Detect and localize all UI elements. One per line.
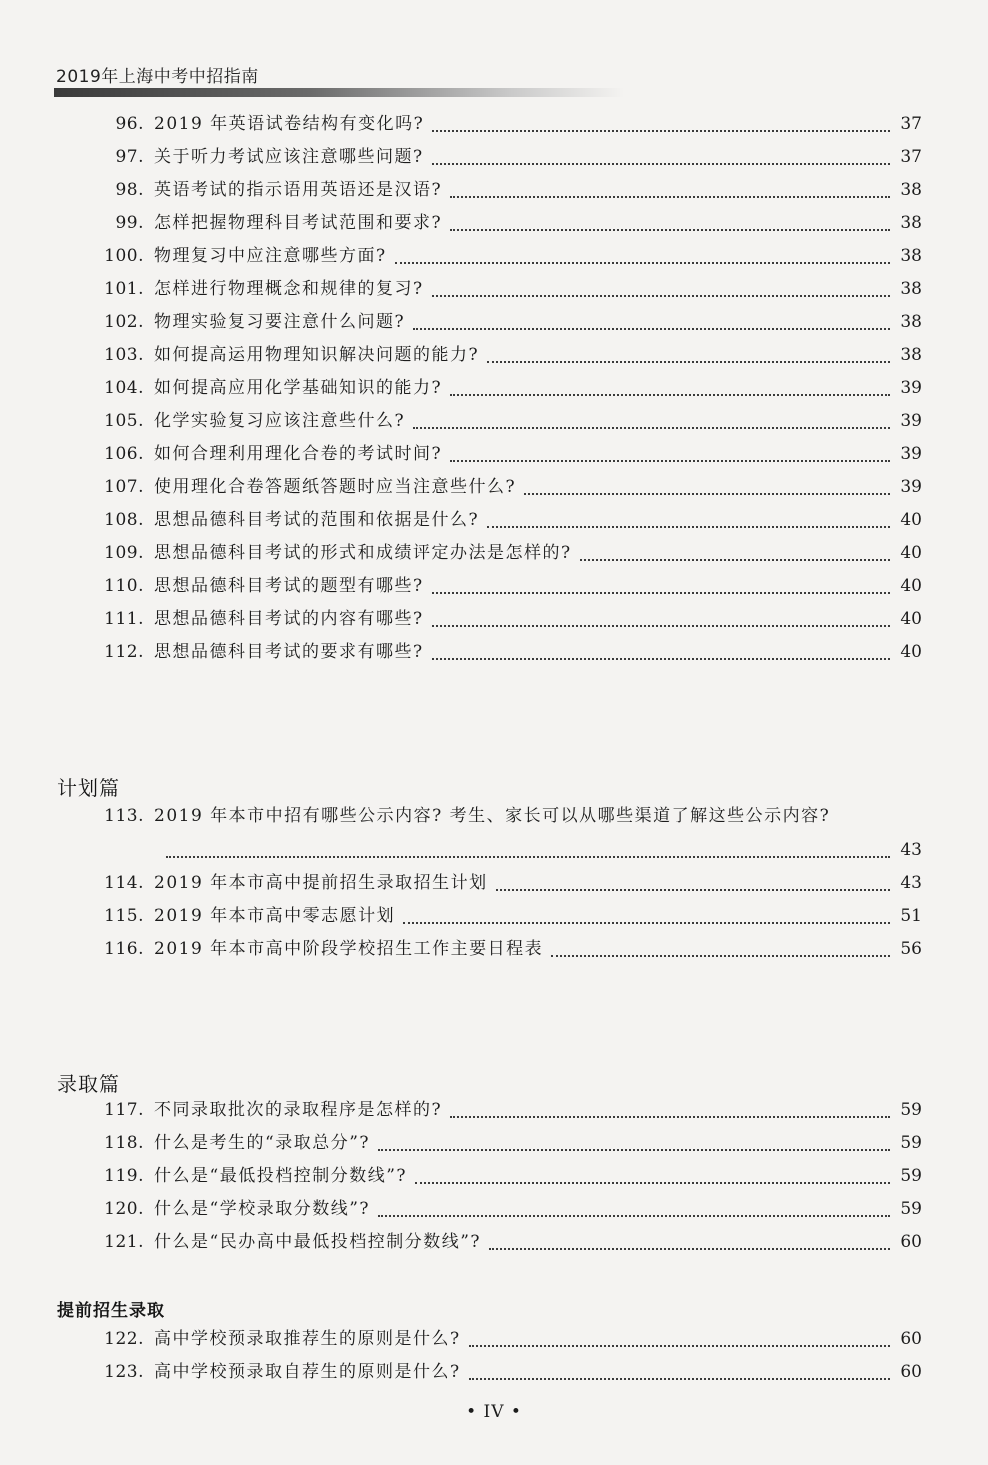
- toc-entry-page: 59: [900, 1199, 922, 1219]
- toc-leader-dots: [378, 1149, 890, 1151]
- toc-leader-dots: [496, 889, 890, 891]
- toc-entry[interactable]: [0, 176, 988, 204]
- toc-entry-page: 40: [900, 576, 922, 596]
- toc-leader-dots: [395, 262, 890, 264]
- toc-entry-page: 40: [900, 642, 922, 662]
- toc-entry-title: 怎样把握物理科目考试范围和要求?: [154, 213, 443, 233]
- toc-entry-title: 思想品德科目考试的形式和成绩评定办法是怎样的?: [154, 543, 572, 563]
- toc-entry-title: 如何提高运用物理知识解决问题的能力?: [154, 345, 480, 365]
- toc-entry-title: 什么是“最低投档控制分数线”?: [154, 1166, 407, 1186]
- toc-entry-number: 110.: [104, 576, 144, 596]
- toc-entry-title: 高中学校预录取自荐生的原则是什么?: [154, 1362, 461, 1382]
- toc-entry[interactable]: [0, 110, 988, 138]
- toc-entry-page: 40: [900, 510, 922, 530]
- toc-leader-dots: [413, 328, 890, 330]
- toc-leader-dots: [166, 856, 890, 858]
- toc-leader-dots: [450, 229, 890, 231]
- section-title-admission: 录取篇: [57, 1072, 120, 1096]
- toc-entry-title: 如何提高应用化学基础知识的能力?: [154, 378, 443, 398]
- toc-entry[interactable]: [0, 1325, 988, 1353]
- toc-leader-dots: [551, 955, 890, 957]
- toc-leader-dots: [450, 394, 890, 396]
- toc-entry-page: 60: [900, 1362, 922, 1382]
- toc-entry-page: 37: [900, 114, 922, 134]
- toc-entry-title: 思想品德科目考试的内容有哪些?: [154, 609, 424, 629]
- toc-leader-dots: [432, 625, 890, 627]
- toc-leader-dots: [432, 163, 890, 165]
- toc-entry-page: 38: [900, 279, 922, 299]
- toc-entry-number: 99.: [115, 213, 144, 233]
- toc-entry-title: 关于听力考试应该注意哪些问题?: [154, 147, 424, 167]
- toc-entry-title: 如何合理利用理化合卷的考试时间?: [154, 444, 443, 464]
- toc-entry-number: 115.: [104, 906, 144, 926]
- toc-entry-number: 113.: [104, 806, 144, 826]
- toc-leader-dots: [432, 295, 890, 297]
- toc-entry-continuation[interactable]: [0, 836, 988, 864]
- toc-entry-title: 使用理化合卷答题纸答题时应当注意些什么?: [154, 477, 517, 497]
- toc-entry[interactable]: [0, 638, 988, 666]
- toc-entry-number: 122.: [104, 1329, 144, 1349]
- toc-entry-page: 43: [900, 840, 922, 860]
- toc-entry[interactable]: [0, 440, 988, 468]
- toc-entry-title: 什么是“学校录取分数线”?: [154, 1199, 370, 1219]
- toc-entry[interactable]: [0, 539, 988, 567]
- toc-entry[interactable]: [0, 572, 988, 600]
- toc-entry-title: 思想品德科目考试的题型有哪些?: [154, 576, 424, 596]
- toc-entry-title: 物理复习中应注意哪些方面?: [154, 246, 387, 266]
- toc-entry[interactable]: [0, 242, 988, 270]
- toc-entry-page: 60: [900, 1329, 922, 1349]
- toc-entry[interactable]: [0, 1162, 988, 1190]
- toc-entry-title: 化学实验复习应该注意些什么?: [154, 411, 406, 431]
- toc-entry-page: 40: [900, 609, 922, 629]
- toc-entry-title: 2019 年本市中招有哪些公示内容? 考生、家长可以从哪些渠道了解这些公示内容?: [154, 806, 831, 826]
- toc-entry-page: 56: [900, 939, 922, 959]
- toc-entry[interactable]: [0, 1096, 988, 1124]
- toc-entry[interactable]: [0, 506, 988, 534]
- toc-leader-dots: [469, 1378, 890, 1380]
- toc-entry-page: 38: [900, 180, 922, 200]
- subsection-title-early: 提前招生录取: [57, 1301, 165, 1321]
- running-header: 2019年上海中考中招指南: [56, 67, 259, 87]
- toc-entry-number: 106.: [104, 444, 144, 464]
- toc-entry[interactable]: [0, 1358, 988, 1386]
- toc-entry-number: 114.: [104, 873, 144, 893]
- toc-entry-number: 105.: [104, 411, 144, 431]
- toc-entry[interactable]: [0, 935, 988, 963]
- page-number: • IV •: [466, 1402, 522, 1422]
- toc-entry-number: 119.: [104, 1166, 144, 1186]
- toc-entry-title: 物理实验复习要注意什么问题?: [154, 312, 406, 332]
- toc-entry[interactable]: [0, 341, 988, 369]
- toc-entry[interactable]: [0, 374, 988, 402]
- toc-entry-number: 100.: [104, 246, 144, 266]
- toc-leader-dots: [450, 460, 890, 462]
- toc-entry-page: 51: [900, 906, 922, 926]
- toc-entry-page: 39: [900, 444, 922, 464]
- toc-entry-number: 118.: [104, 1133, 144, 1153]
- toc-entry[interactable]: [0, 802, 988, 830]
- toc-entry[interactable]: [0, 308, 988, 336]
- toc-entry-number: 103.: [104, 345, 144, 365]
- toc-entry-page: 38: [900, 345, 922, 365]
- toc-leader-dots: [378, 1215, 890, 1217]
- toc-entry-title: 怎样进行物理概念和规律的复习?: [154, 279, 424, 299]
- toc-leader-dots: [469, 1345, 890, 1347]
- toc-entry[interactable]: [0, 143, 988, 171]
- toc-entry-title: 思想品德科目考试的范围和依据是什么?: [154, 510, 480, 530]
- toc-entry-page: 39: [900, 378, 922, 398]
- toc-entry-number: 98.: [115, 180, 144, 200]
- toc-entry-page: 59: [900, 1100, 922, 1120]
- toc-entry[interactable]: [0, 209, 988, 237]
- toc-entry-title: 2019 年英语试卷结构有变化吗?: [154, 114, 425, 134]
- toc-entry-page: 40: [900, 543, 922, 563]
- toc-entry-page: 38: [900, 312, 922, 332]
- toc-entry-number: 104.: [104, 378, 144, 398]
- toc-entry[interactable]: [0, 902, 988, 930]
- toc-entry[interactable]: [0, 473, 988, 501]
- toc-entry-number: 102.: [104, 312, 144, 332]
- toc-leader-dots: [403, 922, 890, 924]
- toc-entry[interactable]: [0, 1195, 988, 1223]
- toc-entry-title: 高中学校预录取推荐生的原则是什么?: [154, 1329, 461, 1349]
- toc-entry-page: 39: [900, 477, 922, 497]
- toc-leader-dots: [450, 1116, 890, 1118]
- toc-entry-number: 108.: [104, 510, 144, 530]
- toc-leader-dots: [415, 1182, 890, 1184]
- toc-leader-dots: [487, 361, 890, 363]
- toc-entry-title: 思想品德科目考试的要求有哪些?: [154, 642, 424, 662]
- toc-entry-title: 2019 年本市高中零志愿计划: [154, 906, 396, 926]
- section-title-plan: 计划篇: [57, 776, 120, 800]
- toc-entry-page: 43: [900, 873, 922, 893]
- toc-entry-number: 97.: [115, 147, 144, 167]
- toc-leader-dots: [432, 592, 890, 594]
- toc-leader-dots: [432, 130, 890, 132]
- toc-entry-number: 121.: [104, 1232, 144, 1252]
- toc-entry-page: 38: [900, 213, 922, 233]
- toc-entry-number: 117.: [104, 1100, 144, 1120]
- toc-leader-dots: [524, 493, 890, 495]
- toc-leader-dots: [413, 427, 890, 429]
- toc-entry-page: 59: [900, 1166, 922, 1186]
- toc-entry-number: 112.: [104, 642, 144, 662]
- toc-entry-title: 2019 年本市高中阶段学校招生工作主要日程表: [154, 939, 544, 959]
- toc-entry-title: 英语考试的指示语用英语还是汉语?: [154, 180, 443, 200]
- toc-entry-number: 96.: [115, 114, 144, 134]
- toc-entry-title: 什么是“民办高中最低投档控制分数线”?: [154, 1232, 481, 1252]
- toc-entry[interactable]: [0, 1129, 988, 1157]
- toc-entry[interactable]: [0, 275, 988, 303]
- toc-leader-dots: [489, 1248, 890, 1250]
- toc-entry-number: 123.: [104, 1362, 144, 1382]
- toc-entry-title: 2019 年本市高中提前招生录取招生计划: [154, 873, 488, 893]
- toc-entry[interactable]: [0, 869, 988, 897]
- toc-entry-number: 111.: [104, 609, 144, 629]
- toc-entry[interactable]: [0, 605, 988, 633]
- toc-entry-title: 什么是考生的“录取总分”?: [154, 1133, 370, 1153]
- header-rule: [54, 88, 624, 97]
- toc-entry-page: 38: [900, 246, 922, 266]
- toc-entry-page: 60: [900, 1232, 922, 1252]
- toc-entry[interactable]: [0, 407, 988, 435]
- toc-leader-dots: [580, 559, 890, 561]
- toc-entry-title: 不同录取批次的录取程序是怎样的?: [154, 1100, 443, 1120]
- toc-entry-page: 37: [900, 147, 922, 167]
- toc-entry-page: 39: [900, 411, 922, 431]
- toc-entry-number: 116.: [104, 939, 144, 959]
- toc-entry-number: 109.: [104, 543, 144, 563]
- toc-entry-number: 107.: [104, 477, 144, 497]
- toc-entry[interactable]: [0, 1228, 988, 1256]
- toc-leader-dots: [487, 526, 890, 528]
- toc-entry-number: 101.: [104, 279, 144, 299]
- toc-entry-page: 59: [900, 1133, 922, 1153]
- toc-entry-number: 120.: [104, 1199, 144, 1219]
- toc-leader-dots: [432, 658, 890, 660]
- toc-leader-dots: [450, 196, 890, 198]
